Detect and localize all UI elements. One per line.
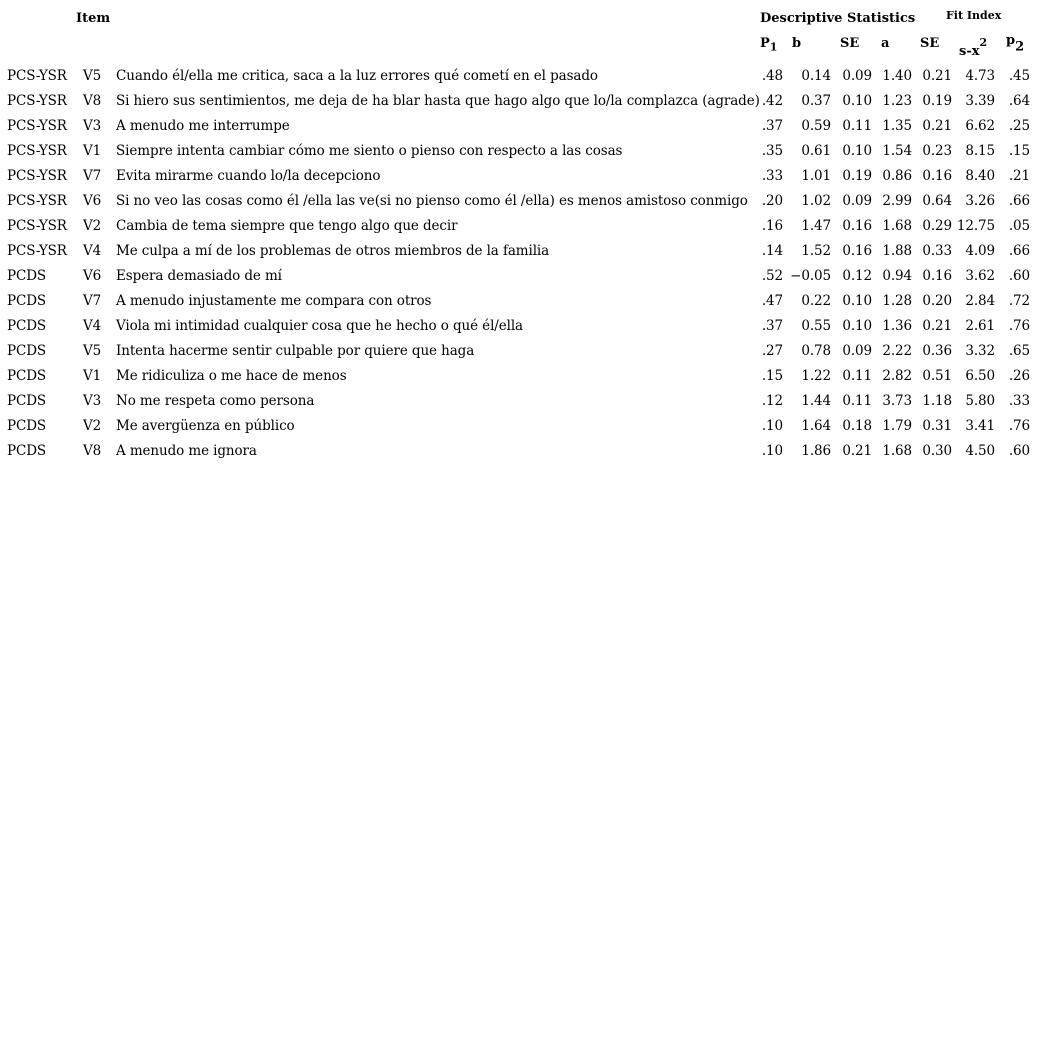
b-cell: 1.01 xyxy=(801,168,831,184)
scale-cell: PCS-YSR xyxy=(7,193,67,209)
a-cell: 2.82 xyxy=(882,368,912,384)
scale-cell: PCDS xyxy=(7,368,47,384)
p2-cell: .25 xyxy=(1008,118,1030,134)
item-text-cell: Siempre intenta cambiar cómo me siento o pienso con respecto a las cosas xyxy=(116,143,623,159)
p2-cell: .15 xyxy=(1008,143,1030,159)
se-cell: 0.16 xyxy=(842,218,872,234)
a-cell: 1.35 xyxy=(882,118,912,134)
item-text-cell: Evita mirarme cuando lo/la decepciono xyxy=(116,168,381,184)
item-text-cell: A menudo me ignora xyxy=(116,443,257,459)
p2-cell: .64 xyxy=(1008,93,1030,109)
s-x2-cell: 8.15 xyxy=(965,143,995,159)
p2-cell: .60 xyxy=(1008,443,1030,459)
p2-cell: .26 xyxy=(1008,368,1030,384)
table-row xyxy=(0,93,1040,118)
se-2-cell: 0.30 xyxy=(922,443,952,459)
fit-index-header: Fit Index xyxy=(946,9,1002,22)
se-cell: 0.10 xyxy=(842,143,872,159)
b-cell: 0.78 xyxy=(801,343,831,359)
b-cell: 0.37 xyxy=(801,93,831,109)
scale-cell: PCS-YSR xyxy=(7,118,67,134)
scale-cell: PCS-YSR xyxy=(7,218,67,234)
p1-cell: .42 xyxy=(761,93,783,109)
p1-column-header xyxy=(760,36,777,54)
item-text-cell: A menudo me interrumpe xyxy=(116,118,290,134)
item-text-cell: Intenta hacerme sentir culpable por quiere que haga xyxy=(116,343,475,359)
a-cell: 0.94 xyxy=(882,268,912,284)
scale-cell: PCDS xyxy=(7,293,47,309)
scale-cell: PCDS xyxy=(7,318,47,334)
a-column-header: a xyxy=(881,36,890,51)
p2-cell: .65 xyxy=(1008,343,1030,359)
se-cell: 0.09 xyxy=(842,68,872,84)
p2-cell: .60 xyxy=(1008,268,1030,284)
p2-cell: .45 xyxy=(1008,68,1030,84)
table-row xyxy=(0,418,1040,443)
scale-cell: PCS-YSR xyxy=(7,68,67,84)
se-2-cell: 0.19 xyxy=(922,93,952,109)
b-cell: 0.22 xyxy=(801,293,831,309)
b-cell: 0.14 xyxy=(801,68,831,84)
a-cell: 1.28 xyxy=(882,293,912,309)
s-x2-cell: 3.41 xyxy=(965,418,995,434)
variable-cell: V3 xyxy=(83,118,102,134)
item-text-cell: A menudo injustamente me compara con otros xyxy=(116,293,432,309)
s-x2-cell: 6.50 xyxy=(965,368,995,384)
p1-cell: .52 xyxy=(761,268,783,284)
p2-base: p xyxy=(1006,33,1016,48)
scale-cell: PCDS xyxy=(7,268,47,284)
se-column-header-2: SE xyxy=(920,36,940,51)
scale-cell: PCDS xyxy=(7,443,47,459)
p2-cell: .76 xyxy=(1008,318,1030,334)
scale-cell: PCS-YSR xyxy=(7,143,67,159)
item-text-cell: Si hiero sus sentimientos, me deja de ha blar hasta que hago algo que lo/la complazca (agrade) xyxy=(116,93,760,109)
se-2-cell: 0.51 xyxy=(922,368,952,384)
table-row xyxy=(0,268,1040,293)
table-row xyxy=(0,443,1040,468)
se-2-cell: 0.64 xyxy=(922,193,952,209)
p1-cell: .10 xyxy=(761,418,783,434)
a-cell: 1.36 xyxy=(882,318,912,334)
variable-cell: V5 xyxy=(83,68,102,84)
item-text-cell: Cambia de tema siempre que tengo algo que decir xyxy=(116,218,458,234)
variable-cell: V1 xyxy=(83,368,102,384)
variable-cell: V7 xyxy=(83,168,102,184)
se-cell: 0.21 xyxy=(842,443,872,459)
se-cell: 0.16 xyxy=(842,243,872,259)
p2-cell: .66 xyxy=(1008,243,1030,259)
item-text-cell: Cuando él/ella me critica, saca a la luz errores qué cometí en el pasado xyxy=(116,68,598,84)
variable-cell: V6 xyxy=(83,193,102,209)
variable-cell: V2 xyxy=(83,218,102,234)
se-cell: 0.12 xyxy=(842,268,872,284)
p2-cell: .76 xyxy=(1008,418,1030,434)
se-2-cell: 0.36 xyxy=(922,343,952,359)
item-header: Item xyxy=(76,11,111,26)
variable-cell: V1 xyxy=(83,143,102,159)
se-2-cell: 0.29 xyxy=(922,218,952,234)
b-cell: 0.61 xyxy=(801,143,831,159)
scale-cell: PCS-YSR xyxy=(7,243,67,259)
se-2-cell: 1.18 xyxy=(922,393,952,409)
b-cell: −0.05 xyxy=(790,268,831,284)
s-x2-cell: 12.75 xyxy=(956,218,995,234)
scale-cell: PCS-YSR xyxy=(7,93,67,109)
b-cell: 1.22 xyxy=(801,368,831,384)
s-x2-cell: 6.62 xyxy=(965,118,995,134)
s-x2-cell: 4.09 xyxy=(965,243,995,259)
s-x2-cell: 2.84 xyxy=(965,293,995,309)
table-row xyxy=(0,293,1040,318)
p2-cell: .05 xyxy=(1008,218,1030,234)
a-cell: 2.99 xyxy=(882,193,912,209)
s-x2-base: s-x xyxy=(959,44,980,60)
a-cell: 1.23 xyxy=(882,93,912,109)
se-2-cell: 0.21 xyxy=(922,118,952,134)
a-cell: 0.86 xyxy=(882,168,912,184)
item-text-cell: No me respeta como persona xyxy=(116,393,315,409)
variable-cell: V2 xyxy=(83,418,102,434)
b-cell: 1.02 xyxy=(801,193,831,209)
a-cell: 3.73 xyxy=(882,393,912,409)
b-column-header: b xyxy=(792,36,802,51)
item-text-cell: Me ridiculiza o me hace de menos xyxy=(116,368,347,384)
p1-cell: .37 xyxy=(761,318,783,334)
a-cell: 1.68 xyxy=(882,443,912,459)
b-cell: 1.52 xyxy=(801,243,831,259)
table-row xyxy=(0,318,1040,343)
se-cell: 0.18 xyxy=(842,418,872,434)
p1-cell: .47 xyxy=(761,293,783,309)
variable-cell: V6 xyxy=(83,268,102,284)
p1-cell: .48 xyxy=(761,68,783,84)
scale-cell: PCDS xyxy=(7,343,47,359)
descriptive-statistics-header: Descriptive Statistics xyxy=(760,11,916,26)
se-cell: 0.11 xyxy=(842,393,872,409)
se-2-cell: 0.23 xyxy=(922,143,952,159)
p1-cell: .14 xyxy=(761,243,783,259)
se-2-cell: 0.33 xyxy=(922,243,952,259)
table-row xyxy=(0,343,1040,368)
b-cell: 0.59 xyxy=(801,118,831,134)
table-row xyxy=(0,193,1040,218)
p1-cell: .35 xyxy=(761,143,783,159)
item-text-cell: Si no veo las cosas como él /ella las ve(si no pienso como él /ella) es menos amistoso conmigo xyxy=(116,193,748,209)
table-row xyxy=(0,168,1040,193)
b-cell: 1.47 xyxy=(801,218,831,234)
scale-cell: PCS-YSR xyxy=(7,168,67,184)
se-cell: 0.19 xyxy=(842,168,872,184)
p2-cell: .33 xyxy=(1008,393,1030,409)
se-2-cell: 0.16 xyxy=(922,268,952,284)
se-2-cell: 0.21 xyxy=(922,68,952,84)
se-column-header: SE xyxy=(840,36,860,51)
table-row xyxy=(0,118,1040,143)
scale-cell: PCDS xyxy=(7,393,47,409)
variable-cell: V4 xyxy=(83,243,102,259)
s-x2-cell: 3.26 xyxy=(965,193,995,209)
a-cell: 1.88 xyxy=(882,243,912,259)
a-cell: 2.22 xyxy=(882,343,912,359)
se-cell: 0.11 xyxy=(842,368,872,384)
se-cell: 0.09 xyxy=(842,343,872,359)
se-2-cell: 0.20 xyxy=(922,293,952,309)
a-cell: 1.79 xyxy=(882,418,912,434)
se-cell: 0.10 xyxy=(842,293,872,309)
table-row xyxy=(0,143,1040,168)
p2-column-header xyxy=(1006,33,1025,55)
item-text-cell: Me culpa a mí de los problemas de otros miembros de la familia xyxy=(116,243,550,259)
se-2-cell: 0.21 xyxy=(922,318,952,334)
table-row xyxy=(0,368,1040,393)
p1-cell: .10 xyxy=(761,443,783,459)
item-text-cell: Viola mi intimidad cualquier cosa que he hecho o qué él/ella xyxy=(116,318,524,334)
item-text-cell: Espera demasiado de mí xyxy=(116,268,282,284)
p2-sub: 2 xyxy=(1015,39,1025,55)
table-row xyxy=(0,218,1040,243)
se-2-cell: 0.31 xyxy=(922,418,952,434)
p1-cell: .33 xyxy=(761,168,783,184)
se-cell: 0.10 xyxy=(842,318,872,334)
table-row xyxy=(0,243,1040,268)
item-text-cell: Me avergüenza en público xyxy=(116,418,295,434)
variable-cell: V3 xyxy=(83,393,102,409)
variable-cell: V8 xyxy=(83,93,102,109)
p1-cell: .16 xyxy=(761,218,783,234)
p1-cell: .12 xyxy=(761,393,783,409)
p1-cell: .37 xyxy=(761,118,783,134)
s-x2-cell: 2.61 xyxy=(965,318,995,334)
table-row xyxy=(0,393,1040,418)
variable-cell: V8 xyxy=(83,443,102,459)
se-cell: 0.10 xyxy=(842,93,872,109)
a-cell: 1.54 xyxy=(882,143,912,159)
se-2-cell: 0.16 xyxy=(922,168,952,184)
s-x2-cell: 3.62 xyxy=(965,268,995,284)
variable-cell: V5 xyxy=(83,343,102,359)
se-cell: 0.11 xyxy=(842,118,872,134)
b-cell: 1.86 xyxy=(801,443,831,459)
b-cell: 1.44 xyxy=(801,393,831,409)
variable-cell: V4 xyxy=(83,318,102,334)
b-cell: 1.64 xyxy=(801,418,831,434)
p1-base: P xyxy=(760,36,770,51)
p2-cell: .66 xyxy=(1008,193,1030,209)
p1-cell: .20 xyxy=(761,193,783,209)
s-x2-sup: 2 xyxy=(979,36,988,49)
table-row xyxy=(0,68,1040,93)
p1-cell: .15 xyxy=(761,368,783,384)
scale-cell: PCDS xyxy=(7,418,47,434)
s-x2-cell: 3.39 xyxy=(965,93,995,109)
s-x2-cell: 4.50 xyxy=(965,443,995,459)
s-x2-cell: 4.73 xyxy=(965,68,995,84)
se-cell: 0.09 xyxy=(842,193,872,209)
a-cell: 1.40 xyxy=(882,68,912,84)
variable-cell: V7 xyxy=(83,293,102,309)
p1-sub: 1 xyxy=(769,40,778,54)
a-cell: 1.68 xyxy=(882,218,912,234)
p1-cell: .27 xyxy=(761,343,783,359)
s-x2-column-header xyxy=(959,36,988,60)
p2-cell: .72 xyxy=(1008,293,1030,309)
s-x2-cell: 5.80 xyxy=(965,393,995,409)
b-cell: 0.55 xyxy=(801,318,831,334)
s-x2-cell: 8.40 xyxy=(965,168,995,184)
p2-cell: .21 xyxy=(1008,168,1030,184)
s-x2-cell: 3.32 xyxy=(965,343,995,359)
